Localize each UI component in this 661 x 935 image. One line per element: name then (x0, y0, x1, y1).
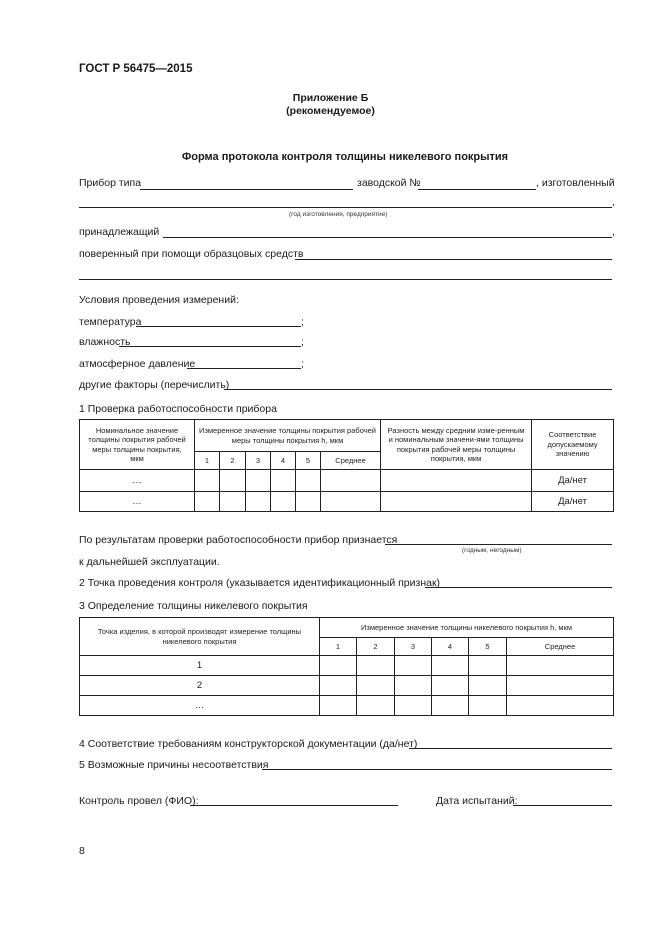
result-text: По результатам проверки работоспособности прибор признается (79, 534, 398, 546)
other-factors-label: другие факторы (перечислить) (79, 379, 230, 391)
date-label: Дата испытаний: (436, 795, 518, 807)
manufactured-label: , изготовленный (536, 177, 615, 189)
subheader-1: 1 (195, 452, 220, 470)
section1-title: 1 Проверка работоспособности прибора (79, 403, 277, 415)
temperature-line (136, 326, 301, 327)
pressure-label: атмосферное давление (79, 358, 196, 370)
header-measured: Измеренное значение толщины покрытия рабочей меры толщины покрытия h, мкм (195, 420, 381, 452)
section5-title: 5 Возможные причины несоответствия (79, 759, 269, 771)
subheader-1: 1 (320, 638, 357, 656)
thickness-table (79, 617, 614, 716)
table-row (80, 470, 614, 492)
nominal-cell: … (80, 470, 195, 492)
result-continuation: к дальнейшей эксплуатации. (79, 556, 220, 568)
section4-title: 4 Соответствие требованиям конструкторской документации (да/нет) (79, 738, 418, 750)
subheader-2: 2 (357, 638, 395, 656)
belonging-line (163, 237, 612, 238)
serial-line (418, 189, 536, 190)
manufacturer-caption: (год изготовления, предприятие) (289, 211, 388, 218)
point-cell: … (80, 696, 320, 716)
table-row (80, 492, 614, 512)
verified-line-2 (79, 279, 612, 280)
header-point: Точка изделия, в которой производят измерение толщины никелевого покрытия (80, 618, 320, 656)
humidity-line (119, 346, 301, 347)
subheader-3: 3 (246, 452, 271, 470)
verified-line (295, 259, 612, 260)
result-line (385, 544, 612, 545)
section2-line (425, 587, 612, 588)
point-cell: 2 (80, 676, 320, 696)
device-type-line (140, 189, 353, 190)
table-row (80, 656, 614, 676)
control-line (190, 805, 398, 806)
humidity-semicolon: ; (301, 336, 304, 348)
section4-line (409, 748, 612, 749)
manufacturer-comma: , (612, 196, 615, 208)
verified-label: поверенный при помощи образцовых средств (79, 248, 304, 260)
device-check-table (79, 419, 614, 512)
appendix-title: Приложение Б (292, 92, 369, 104)
subheader-average: Среднее (321, 452, 381, 470)
header-measured-thickness: Измеренное значение толщины никелевого покрытия h, мкм (320, 618, 614, 638)
subheader-average: Среднее (507, 638, 614, 656)
table-row (80, 696, 614, 716)
humidity-label: влажность (79, 336, 131, 348)
header-match: Соответствие допускаемому значению (532, 420, 614, 470)
pressure-line (187, 368, 301, 369)
section3-title: 3 Определение толщины никелевого покрытия (79, 600, 308, 612)
control-label: Контроль провел (ФИО): (79, 795, 199, 807)
header-nominal: Номинальное значение толщины покрытия рабочей меры толщины покрытия, мкм (80, 420, 195, 470)
section5-line (262, 769, 612, 770)
other-factors-line (224, 389, 612, 390)
document-code: ГОСТ Р 56475—2015 (79, 63, 193, 75)
appendix-subtitle: (рекомендуемое) (286, 105, 375, 117)
subheader-4: 4 (271, 452, 296, 470)
nominal-cell: … (80, 492, 195, 512)
subheader-3: 3 (395, 638, 432, 656)
temperature-label: температура (79, 316, 142, 328)
match-cell: Да/нет (532, 492, 614, 512)
serial-label: заводской № (357, 177, 421, 189)
subheader-4: 4 (432, 638, 469, 656)
result-caption: (годным, негодным) (462, 547, 522, 554)
pressure-semicolon: ; (301, 358, 304, 370)
subheader-2: 2 (220, 452, 246, 470)
belonging-label: принадлежащий (79, 226, 160, 238)
subheader-5: 5 (469, 638, 507, 656)
section2-title: 2 Точка проведения контроля (указывается идентификационный признак) (79, 577, 441, 589)
match-cell: Да/нет (532, 470, 614, 492)
form-title: Форма протокола контроля толщины никелевого покрытия (181, 151, 509, 163)
manufacturer-line (79, 207, 612, 208)
page-number: 8 (79, 845, 85, 857)
header-difference: Разность между средним изме-ренным и номинальным значени-ями толщины покрытия рабочей меры толщины покрытия, мкм (381, 420, 532, 470)
device-type-label: Прибор типа (79, 177, 142, 189)
point-cell: 1 (80, 656, 320, 676)
belonging-comma: , (612, 226, 615, 238)
date-line (513, 805, 612, 806)
conditions-title: Условия проведения измерений: (79, 294, 239, 306)
subheader-5: 5 (296, 452, 321, 470)
table-row (80, 676, 614, 696)
temperature-semicolon: ; (301, 316, 304, 328)
